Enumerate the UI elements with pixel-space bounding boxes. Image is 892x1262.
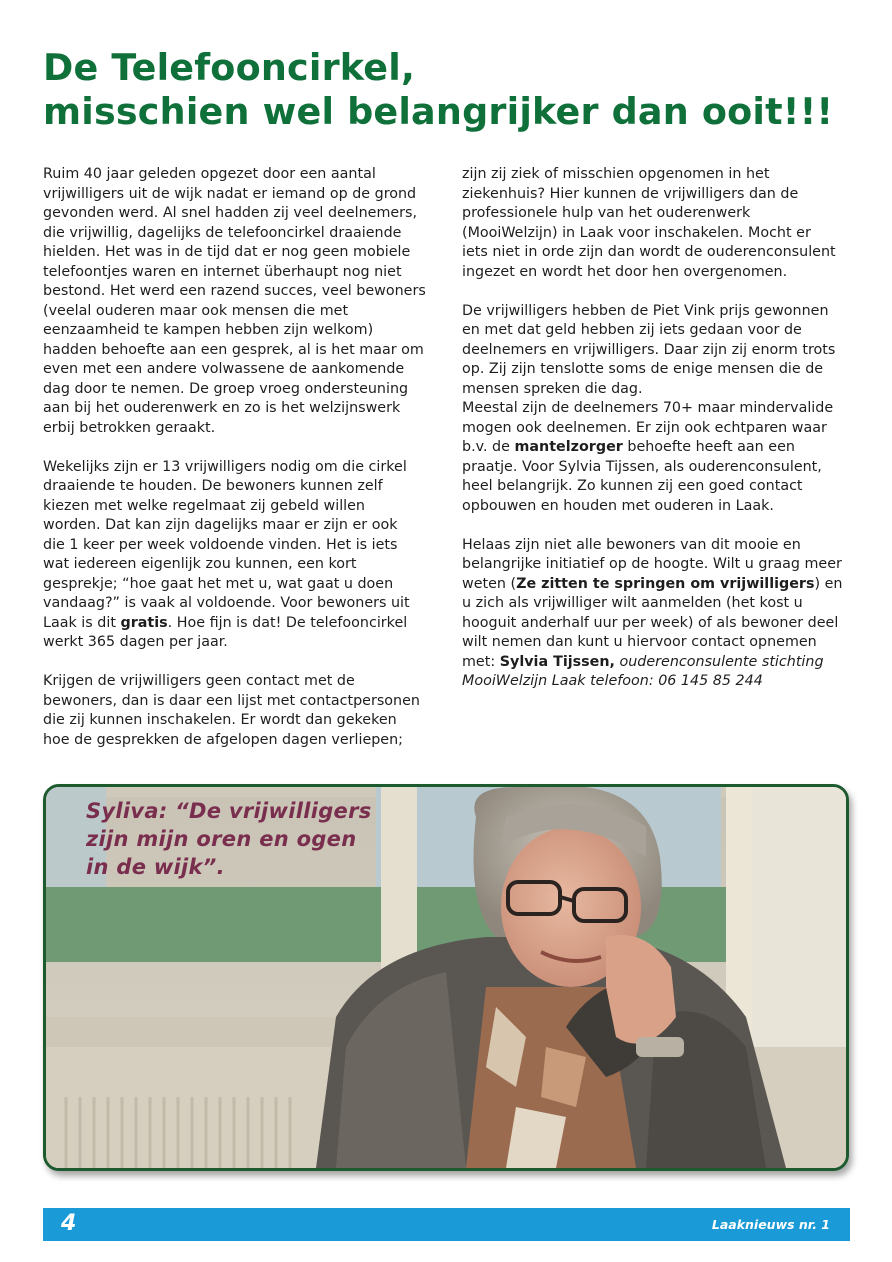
text-line: (veelal ouderen maar ook mensen die met xyxy=(43,302,349,319)
right-text-column xyxy=(462,165,857,692)
text-line: Krijgen de vrijwilligers geen contact met de xyxy=(43,673,355,689)
text-line: professionele hulp van het ouderenwerk xyxy=(462,205,751,221)
quote-line-1: Syliva: “De vrijwilligers xyxy=(86,799,372,823)
text-line-contact-phone xyxy=(462,672,857,692)
text-fragment: behoefte heeft aan een xyxy=(622,439,795,455)
paragraph-gap xyxy=(462,282,857,302)
text-line: telefoontjes waren en internet überhaupt nog niet xyxy=(43,263,402,280)
text-line: worden. Dat kan zijn dagelijks maar er zijn er ook xyxy=(43,517,398,533)
text-fragment: Laak is dit xyxy=(43,614,121,631)
text-line-contact xyxy=(462,653,857,673)
text-line: op. Zij zijn tenslotte soms de enige mensen die de xyxy=(462,361,824,377)
photo-quote xyxy=(86,797,372,881)
text-line: die 1 keer per week voldoende vinden. Het is iets xyxy=(43,536,398,553)
text-fragment: ) en xyxy=(814,575,843,592)
paragraph-gap xyxy=(43,438,438,458)
text-line: heel belangrijk. Zo kunnen zij een goed contact xyxy=(462,478,803,494)
text-line: die zij kunnen inschakelen. Er wordt dan gekeken xyxy=(43,712,397,728)
contact-phone: MooiWelzijn Laak telefoon: 06 145 85 244 xyxy=(462,673,763,689)
text-fragment: b.v. de xyxy=(462,439,515,455)
text-line: (MooiWelzijn) in Laak voor inschakelen. Mocht er xyxy=(462,224,811,241)
text-line: Wekelijks zijn er 13 vrijwilligers nodig om die cirkel xyxy=(43,458,407,475)
text-line: bestond. Het werd een razend succes, veel bewoners xyxy=(43,283,426,299)
text-line: gesprekje; “hoe gaat het met u, wat gaat u doen xyxy=(43,575,394,592)
text-line: bewoners, dan is daar een lijst met contactpersonen xyxy=(43,692,420,709)
text-line: Helaas zijn niet alle bewoners van dit mooie en xyxy=(462,536,801,553)
text-line: zijn zij ziek of misschien opgenomen in het xyxy=(462,166,770,182)
text-line: praatje. Voor Sylvia Tijssen, als ouderenconsulent, xyxy=(462,458,822,475)
text-line: u zich als vrijwilliger wilt aanmelden (het kost u xyxy=(462,595,803,611)
text-line: erbij betrokken geraakt. xyxy=(43,419,216,436)
paragraph-gap xyxy=(43,653,438,673)
text-line: eenzaamheid te kampen hebben zijn welkom) xyxy=(43,322,374,338)
page-number: 4 xyxy=(61,1211,77,1236)
text-line: werkt 365 dagen per jaar. xyxy=(43,634,228,650)
text-line: vrijwilligers uit de wijk nadat er iemand op de grond xyxy=(43,185,417,202)
text-line-mantelzorger xyxy=(462,438,857,458)
text-line: mensen spreken die dag. xyxy=(462,380,643,397)
text-line: aan bij het ouderenwerk en zo is het welzijnswerk xyxy=(43,400,401,416)
text-line-gratis xyxy=(43,614,438,634)
text-line: en met dat geld hebben zij iets gedaan voor de xyxy=(462,322,802,338)
text-line: vandaag?” is vaak al voldoende. Voor bewoners uit xyxy=(43,595,410,611)
article-title xyxy=(43,46,833,134)
quote-line-2: zijn mijn oren en ogen xyxy=(86,827,357,851)
text-line: hoe de gesprekken de afgelopen dagen verliepen; xyxy=(43,731,403,748)
text-line: even met een andere volwassene de aankomende xyxy=(43,361,405,377)
text-line: iets niet in orde zijn dan wordt de ouderenconsulent xyxy=(462,244,836,260)
paragraph-gap xyxy=(462,516,857,536)
quote-line-3: in de wijk”. xyxy=(86,855,225,879)
text-line: kiezen met welke regelmaat zij gebeld willen xyxy=(43,497,365,514)
contact-name: Sylvia Tijssen, xyxy=(499,653,615,670)
title-line-2: misschien wel belangrijker dan ooit!!! xyxy=(43,90,834,133)
text-line: belangrijke initiatief op de hoogte. Wilt u graag meer xyxy=(462,556,842,572)
bold-volunteers-wanted: Ze zitten te springen om vrijwilligers xyxy=(516,575,815,592)
contact-role: ouderenconsulente stichting xyxy=(614,653,824,670)
issue-label: Laaknieuws nr. 1 xyxy=(711,1217,830,1232)
text-line: Ruim 40 jaar geleden opgezet door een aantal xyxy=(43,166,376,182)
text-line: wilt nemen dan kunt u hiervoor contact opnemen xyxy=(462,634,817,650)
page-footer xyxy=(43,1208,850,1241)
text-line-volunteers xyxy=(462,575,857,595)
text-line: mogen ook deelnemen. Er zijn ook echtparen waar xyxy=(462,419,827,436)
text-line: dag door te nemen. De groep vroeg ondersteuning xyxy=(43,380,409,397)
text-fragment: weten ( xyxy=(462,575,517,592)
text-line: hadden behoefte aan een gesprek, al is het maar om xyxy=(43,341,424,358)
text-line: ziekenhuis? Hier kunnen de vrijwilligers dan de xyxy=(462,185,799,202)
text-line: gevonden werd. Al snel hadden zij veel deelnemers, xyxy=(43,205,418,221)
text-line: hielden. Het was in de tijd dat er nog geen mobiele xyxy=(43,244,411,260)
text-fragment: . Hoe fijn is dat! De telefooncirkel xyxy=(167,614,408,631)
text-fragment: met: xyxy=(462,653,500,670)
text-line: die vrijwillig, dagelijks de telefooncirkel draaiende xyxy=(43,224,402,241)
text-line: ingezet en wordt het door hen overgenomen. xyxy=(462,263,788,280)
text-line: draaiende te houden. De bewoners kunnen zelf xyxy=(43,478,383,494)
text-line: De vrijwilligers hebben de Piet Vink prijs gewonnen xyxy=(462,302,829,319)
text-line: opbouwen en houden met ouderen in Laak. xyxy=(462,497,774,514)
bold-gratis: gratis xyxy=(120,614,168,631)
text-line: Meestal zijn de deelnemers 70+ maar mindervalide xyxy=(462,400,834,416)
left-text-column xyxy=(43,165,438,750)
text-line: deelnemers en vrijwilligers. Daar zijn zij enorm trots xyxy=(462,341,836,358)
text-line: wat iedereen eigenlijk zou kunnen, een kort xyxy=(43,556,357,572)
bold-mantelzorger: mantelzorger xyxy=(514,439,623,455)
woman-on-phone-photo xyxy=(43,784,849,1171)
text-line: hooguit anderhalf uur per week) of als bewoner deel xyxy=(462,614,839,631)
title-line-1: De Telefooncirkel, xyxy=(43,46,416,89)
